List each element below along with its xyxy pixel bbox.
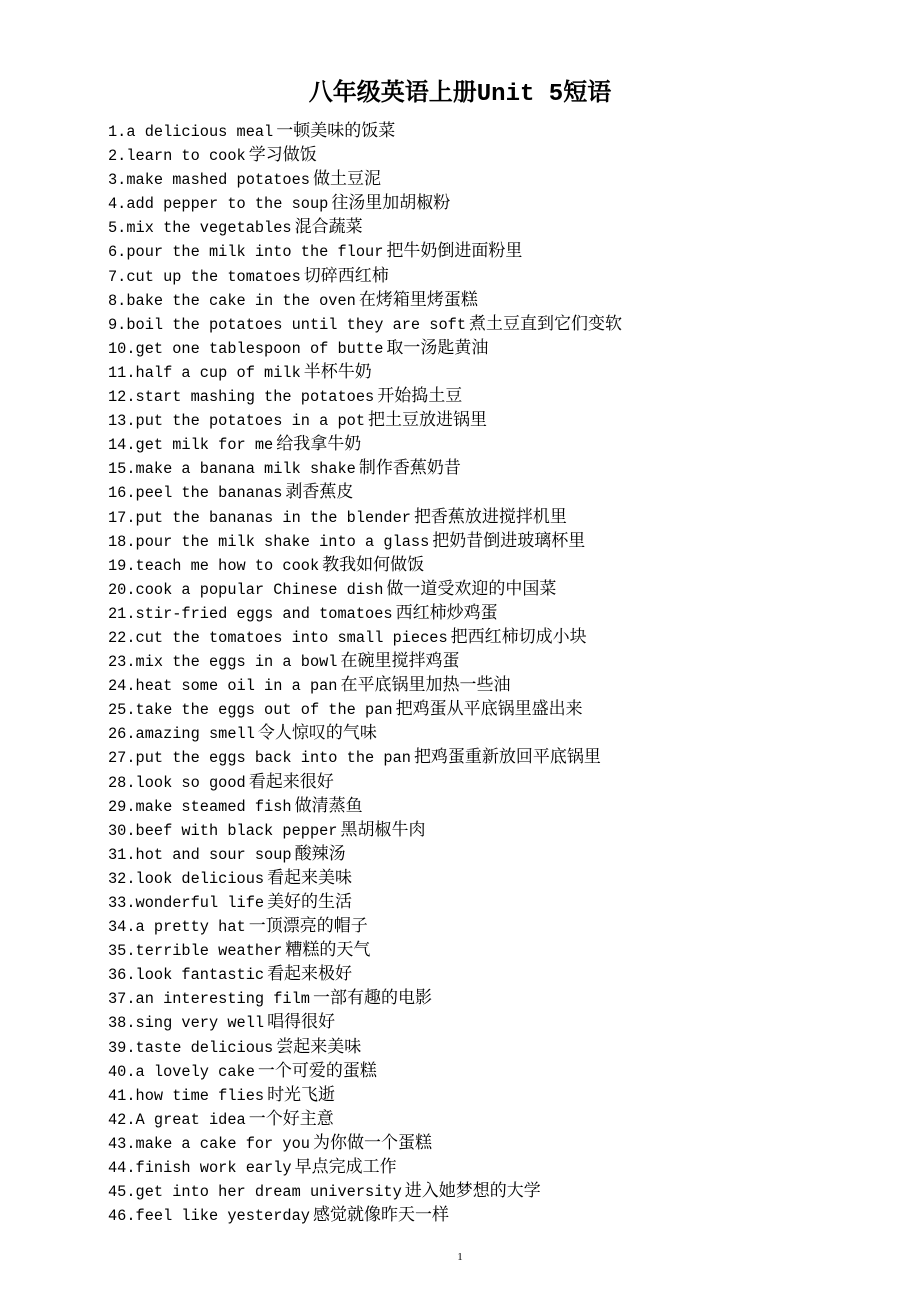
list-item xyxy=(108,288,888,312)
list-item xyxy=(108,986,888,1010)
list-item xyxy=(108,625,888,649)
phrase-chinese: 取一汤匙黄油 xyxy=(386,337,489,358)
phrase-chinese: 尝起来美味 xyxy=(276,1036,362,1057)
list-item xyxy=(108,384,888,408)
phrase-chinese: 混合蔬菜 xyxy=(294,217,363,238)
list-item xyxy=(108,962,888,986)
phrase-chinese: 令人惊叹的气味 xyxy=(257,723,377,744)
phrase-chinese: 西红柿炒鸡蛋 xyxy=(395,602,498,623)
phrase-chinese: 在平底锅里加热一些油 xyxy=(340,675,511,696)
list-item xyxy=(108,1010,888,1034)
phrase-chinese: 切碎西红柿 xyxy=(303,265,389,286)
phrase-english: 9.boil the potatoes until they are soft xyxy=(108,315,467,334)
list-item xyxy=(108,673,888,697)
phrase-chinese: 开始捣土豆 xyxy=(377,386,463,407)
phrase-english: 33.wonderful life xyxy=(108,894,265,912)
list-item xyxy=(108,239,888,263)
phrase-english: 28.look so good xyxy=(108,773,246,792)
phrase-chinese: 做清蒸鱼 xyxy=(294,795,363,816)
phrase-chinese: 往汤里加胡椒粉 xyxy=(331,193,451,214)
phrase-chinese: 把鸡蛋重新放回平底锅里 xyxy=(413,747,601,768)
list-item xyxy=(108,167,888,191)
phrase-english: 41.how time flies xyxy=(108,1086,265,1105)
phrase-chinese: 时光飞逝 xyxy=(267,1084,336,1105)
list-item xyxy=(108,432,888,456)
list-item xyxy=(108,143,888,167)
phrase-chinese: 教我如何做饭 xyxy=(322,554,425,575)
phrase-english: 15.make a banana milk shake xyxy=(108,460,356,479)
phrase-english: 45.get into her dream university xyxy=(108,1183,402,1202)
list-item xyxy=(108,697,888,721)
phrase-english: 14.get milk for me xyxy=(108,436,274,455)
phrase-english: 39.taste delicious xyxy=(108,1038,274,1057)
phrase-english: 16.peel the bananas xyxy=(108,484,283,503)
list-item xyxy=(108,866,888,890)
phrase-chinese: 一个可爱的蛋糕 xyxy=(257,1060,377,1081)
list-item xyxy=(108,794,888,818)
phrase-english: 30.beef with black pepper xyxy=(108,821,338,840)
phrase-english: 21.stir-fried eggs and tomatoes xyxy=(108,604,393,623)
phrase-english: 19.teach me how to cook xyxy=(108,556,320,575)
phrase-chinese: 看起来很好 xyxy=(248,771,334,792)
phrase-english: 13.put the potatoes in a pot xyxy=(108,412,366,431)
phrase-chinese: 一个好主意 xyxy=(248,1108,334,1129)
phrase-chinese: 在烤箱里烤蛋糕 xyxy=(358,289,478,310)
list-item xyxy=(108,938,888,962)
phrase-chinese: 一顿美味的饭菜 xyxy=(276,121,396,141)
list-item xyxy=(108,119,888,143)
phrase-chinese: 唱得很好 xyxy=(267,1012,336,1033)
list-item xyxy=(108,770,888,794)
phrase-chinese: 煮土豆直到它们变软 xyxy=(469,313,623,334)
phrase-english: 10.get one tablespoon of butte xyxy=(108,339,384,358)
list-item xyxy=(108,191,888,215)
phrase-english: 34.a pretty hat xyxy=(108,918,246,937)
list-item xyxy=(108,721,888,745)
phrase-list xyxy=(108,119,888,1227)
phrase-english: 35.terrible weather xyxy=(108,942,283,961)
phrase-english: 4.add pepper to the soup xyxy=(108,195,329,214)
phrase-english: 43.make a cake for you xyxy=(108,1134,310,1153)
phrase-english: 31.hot and sour soup xyxy=(108,845,292,864)
list-item xyxy=(108,914,888,938)
list-item xyxy=(108,649,888,673)
list-item xyxy=(108,1179,888,1203)
list-item xyxy=(108,215,888,239)
phrase-chinese: 把奶昔倒进玻璃杯里 xyxy=(432,530,586,551)
phrase-chinese: 一部有趣的电影 xyxy=(312,988,432,1009)
phrase-chinese: 学习做饭 xyxy=(248,145,317,166)
list-item xyxy=(108,480,888,504)
list-item xyxy=(108,1035,888,1059)
phrase-english: 40.a lovely cake xyxy=(108,1062,255,1081)
list-item xyxy=(108,601,888,625)
phrase-chinese: 黑胡椒牛肉 xyxy=(340,819,426,840)
list-item xyxy=(108,745,888,769)
phrase-english: 26.amazing smell xyxy=(108,725,255,744)
phrase-chinese: 美好的生活 xyxy=(267,892,353,912)
phrase-chinese: 早点完成工作 xyxy=(294,1157,397,1178)
phrase-english: 5.mix the vegetables xyxy=(108,219,292,238)
list-item xyxy=(108,1203,888,1227)
list-item xyxy=(108,1083,888,1107)
phrase-english: 6.pour the milk into the flour xyxy=(108,243,384,262)
phrase-chinese: 在碗里搅拌鸡蛋 xyxy=(340,651,460,672)
list-item xyxy=(108,1107,888,1131)
phrase-chinese: 为你做一个蛋糕 xyxy=(312,1132,432,1153)
phrase-chinese: 进入她梦想的大学 xyxy=(404,1181,541,1202)
list-item xyxy=(108,264,888,288)
phrase-english: 25.take the eggs out of the pan xyxy=(108,701,393,720)
list-item xyxy=(108,553,888,577)
phrase-chinese: 看起来极好 xyxy=(267,964,353,985)
list-item xyxy=(108,336,888,360)
phrase-english: 3.make mashed potatoes xyxy=(108,171,310,190)
phrase-english: 8.bake the cake in the oven xyxy=(108,291,356,310)
list-item xyxy=(108,505,888,529)
list-item xyxy=(108,312,888,336)
phrase-chinese: 给我拿牛奶 xyxy=(276,434,362,455)
phrase-english: 20.cook a popular Chinese dish xyxy=(108,580,384,599)
phrase-english: 22.cut the tomatoes into small pieces xyxy=(108,628,448,647)
phrase-english: 37.an interesting film xyxy=(108,990,310,1009)
list-item xyxy=(108,456,888,480)
list-item xyxy=(108,1131,888,1155)
phrase-chinese: 糟糕的天气 xyxy=(285,940,371,961)
phrase-english: 44.finish work early xyxy=(108,1159,292,1178)
phrase-chinese: 把牛奶倒进面粉里 xyxy=(386,241,523,262)
phrase-english: 18.pour the milk shake into a glass xyxy=(108,532,430,551)
list-item xyxy=(108,890,888,914)
list-item xyxy=(108,1155,888,1179)
phrase-chinese: 把香蕉放进搅拌机里 xyxy=(413,506,567,527)
phrase-chinese: 把鸡蛋从平底锅里盛出来 xyxy=(395,699,583,720)
phrase-english: 38.sing very well xyxy=(108,1014,265,1033)
page-title: 八年级英语上册Unit 5短语 xyxy=(308,81,612,108)
list-item xyxy=(108,360,888,384)
phrase-english: 36.look fantastic xyxy=(108,966,265,985)
list-item xyxy=(108,1059,888,1083)
phrase-english: 32.look delicious xyxy=(108,869,265,888)
phrase-chinese: 制作香蕉奶昔 xyxy=(358,458,461,479)
phrase-chinese: 一顶漂亮的帽子 xyxy=(248,916,368,937)
list-item xyxy=(108,529,888,553)
phrase-chinese: 酸辣汤 xyxy=(294,843,346,864)
phrase-chinese: 感觉就像昨天一样 xyxy=(312,1205,449,1226)
phrase-chinese: 做土豆泥 xyxy=(312,169,381,190)
phrase-chinese: 看起来美味 xyxy=(267,867,353,888)
list-item xyxy=(108,842,888,866)
phrase-english: 27.put the eggs back into the pan xyxy=(108,749,411,768)
phrase-english: 11.half a cup of milk xyxy=(108,363,301,382)
phrase-chinese: 半杯牛奶 xyxy=(303,361,372,382)
phrase-english: 24.heat some oil in a pan xyxy=(108,677,338,696)
phrase-english: 46.feel like yesterday xyxy=(108,1207,310,1226)
phrase-english: 12.start mashing the potatoes xyxy=(108,388,375,407)
phrase-english: 1.a delicious meal xyxy=(108,123,274,141)
phrase-english: 2.learn to cook xyxy=(108,147,246,166)
phrase-english: 29.make steamed fish xyxy=(108,797,292,816)
phrase-english: 42.A great idea xyxy=(108,1110,246,1129)
phrase-chinese: 把西红柿切成小块 xyxy=(450,626,587,647)
phrase-english: 23.mix the eggs in a bowl xyxy=(108,653,338,672)
phrase-chinese: 做一道受欢迎的中国菜 xyxy=(386,578,557,599)
list-item xyxy=(108,818,888,842)
phrase-chinese: 剥香蕉皮 xyxy=(285,482,354,503)
phrase-english: 17.put the bananas in the blender xyxy=(108,508,411,527)
page-number: 1 xyxy=(457,1251,463,1263)
list-item xyxy=(108,577,888,601)
phrase-english: 7.cut up the tomatoes xyxy=(108,267,301,286)
phrase-chinese: 把土豆放进锅里 xyxy=(368,410,488,431)
list-item xyxy=(108,408,888,432)
